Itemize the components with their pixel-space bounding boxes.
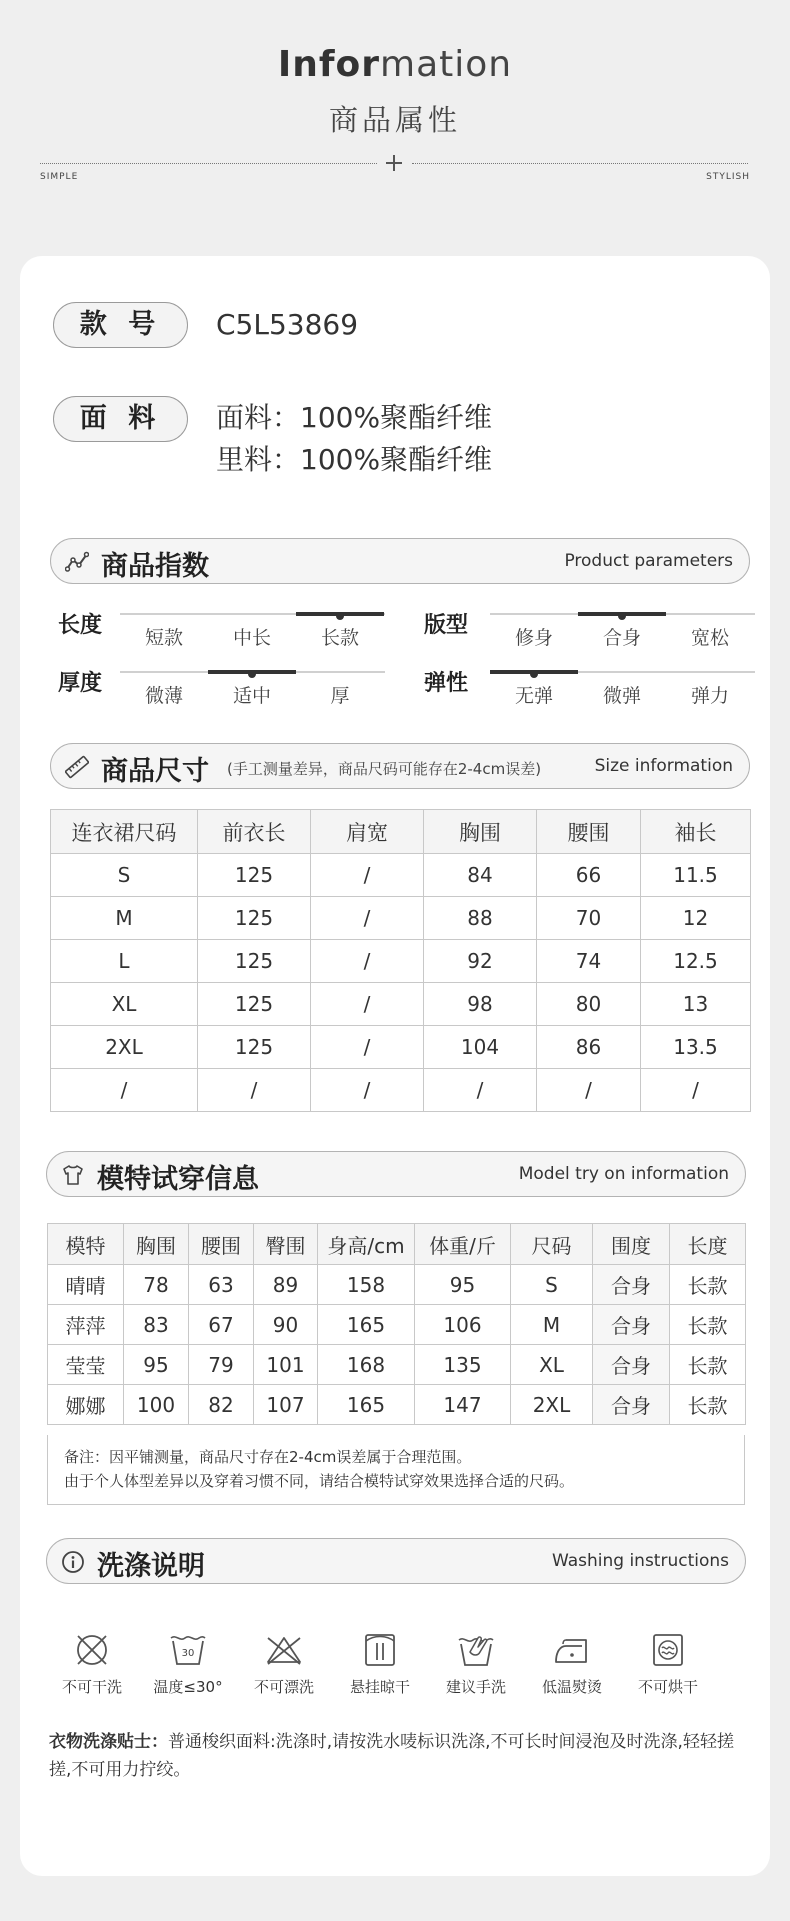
- table-header-cell: 臀围: [254, 1224, 318, 1265]
- table-cell: 66: [537, 854, 641, 897]
- care-label: 悬挂晾干: [349, 1678, 410, 1696]
- section-title-size: 商品尺寸: [101, 756, 209, 787]
- scale-option: 微薄: [144, 685, 183, 707]
- table-cell: M: [51, 897, 198, 940]
- section-en-wash: Washing instructions: [551, 1551, 729, 1571]
- table-cell: M: [511, 1305, 593, 1345]
- scale-option: 适中: [232, 685, 271, 707]
- ruler-icon: [65, 755, 89, 779]
- header-title: [0, 44, 790, 85]
- table-cell: 79: [189, 1345, 254, 1385]
- scale-option: 厚: [330, 685, 350, 707]
- table-cell: 11.5: [641, 854, 751, 897]
- table-cell: 74: [537, 940, 641, 983]
- header-subtitle: 商品属性: [328, 103, 461, 137]
- table-cell: 82: [189, 1385, 254, 1425]
- table-header-cell: 模特: [48, 1224, 124, 1265]
- no-tumble-dry-icon: [648, 1632, 688, 1668]
- wash-temp-number: 30: [181, 1648, 195, 1659]
- table-cell: 12: [641, 897, 751, 940]
- table-cell: /: [311, 1026, 424, 1069]
- header-right-tag: STYLISH: [706, 172, 750, 182]
- table-cell: 2XL: [511, 1385, 593, 1425]
- table-cell: 88: [424, 897, 537, 940]
- table-row: [48, 1305, 746, 1345]
- washing-tips-label: 衣物洗涤贴士：: [49, 1732, 168, 1752]
- scale-option: 长款: [320, 627, 359, 649]
- table-row: [51, 854, 751, 897]
- param-label-thickness: 厚度: [58, 671, 103, 696]
- table-cell: 165: [318, 1305, 415, 1345]
- header-title-light: mation: [380, 44, 513, 85]
- table-row: [51, 940, 751, 983]
- table-header-row: [48, 1224, 746, 1265]
- table-cell: 106: [415, 1305, 511, 1345]
- care-item-hand-wash: [431, 1632, 521, 1697]
- table-row: [48, 1385, 746, 1425]
- header-left-tag: SIMPLE: [40, 172, 79, 182]
- model-no-value: C5L53869: [216, 308, 359, 341]
- table-cell: 95: [415, 1265, 511, 1305]
- table-cell: 84: [424, 854, 537, 897]
- section-header-params: [50, 538, 750, 584]
- section-en-model: Model try on information: [518, 1164, 729, 1184]
- no-bleach-icon: [264, 1632, 304, 1668]
- table-cell: S: [511, 1265, 593, 1305]
- table-row: [51, 897, 751, 940]
- wash-temp-icon: [168, 1632, 208, 1668]
- info-card: [20, 256, 770, 1876]
- table-cell: 长款: [670, 1265, 746, 1305]
- hand-wash-icon: [456, 1632, 496, 1668]
- table-cell: /: [51, 1069, 198, 1112]
- care-label: 不可干洗: [61, 1678, 122, 1696]
- table-cell: 90: [254, 1305, 318, 1345]
- table-header-cell: 袖长: [641, 810, 751, 854]
- header-divider-left: [40, 163, 377, 164]
- table-cell: 125: [198, 983, 311, 1026]
- care-item-no-bleach: [239, 1632, 329, 1697]
- no-dry-clean-icon: [72, 1632, 112, 1668]
- scale-option: 宽松: [690, 627, 729, 649]
- table-header-cell: 连衣裙尺码: [51, 810, 198, 854]
- table-header-cell: 腰围: [537, 810, 641, 854]
- param-scale-length: [120, 613, 385, 649]
- model-table: [47, 1223, 746, 1425]
- table-cell: 晴晴: [48, 1265, 124, 1305]
- table-cell: 89: [254, 1265, 318, 1305]
- section-header-size: [50, 743, 750, 789]
- table-row: [51, 1026, 751, 1069]
- table-cell: 147: [415, 1385, 511, 1425]
- care-label: 温度≤30°: [153, 1678, 223, 1696]
- table-cell: 158: [318, 1265, 415, 1305]
- section-title-wash: 洗涤说明: [97, 1551, 205, 1582]
- scale-option: 微弹: [602, 685, 641, 707]
- scale-option: 修身: [514, 627, 553, 649]
- table-cell: 168: [318, 1345, 415, 1385]
- table-header-cell: 围度: [593, 1224, 670, 1265]
- care-label: 建议手洗: [445, 1678, 506, 1696]
- table-cell: XL: [51, 983, 198, 1026]
- param-label-length: 长度: [58, 613, 103, 638]
- section-note-size: (手工测量差异，商品尺码可能存在2-4cm误差): [227, 760, 542, 778]
- table-cell: /: [311, 983, 424, 1026]
- scale-marker: [618, 612, 626, 620]
- fabric-label: 面 料: [53, 396, 188, 442]
- remark-box: [47, 1435, 745, 1505]
- care-item-no-dry-clean: [47, 1632, 137, 1697]
- table-cell: 63: [189, 1265, 254, 1305]
- table-cell: 13.5: [641, 1026, 751, 1069]
- tshirt-icon: [61, 1163, 85, 1187]
- table-cell: 78: [124, 1265, 189, 1305]
- scale-option: 合身: [602, 627, 641, 649]
- table-cell: 125: [198, 940, 311, 983]
- table-cell: 125: [198, 897, 311, 940]
- table-cell: 101: [254, 1345, 318, 1385]
- header-divider-right: [412, 163, 748, 164]
- table-header-cell: 尺码: [511, 1224, 593, 1265]
- table-row: [48, 1265, 746, 1305]
- scale-option: 短款: [144, 627, 183, 649]
- table-cell: 长款: [670, 1385, 746, 1425]
- table-header-cell: 胸围: [124, 1224, 189, 1265]
- info-icon: [61, 1550, 85, 1574]
- table-cell: 100: [124, 1385, 189, 1425]
- table-cell: 95: [124, 1345, 189, 1385]
- table-cell: 125: [198, 854, 311, 897]
- scale-marker: [336, 612, 344, 620]
- model-no-label: 款 号: [53, 302, 188, 348]
- table-cell: 104: [424, 1026, 537, 1069]
- param-scale-fit: [490, 613, 755, 649]
- param-label-fit: 版型: [424, 613, 469, 638]
- section-en-size: Size information: [594, 756, 733, 776]
- param-scale-elasticity: [490, 671, 755, 707]
- chart-line-icon: [65, 550, 89, 574]
- section-header-model: [46, 1151, 746, 1197]
- table-cell: XL: [511, 1345, 593, 1385]
- table-cell: 98: [424, 983, 537, 1026]
- table-cell: /: [641, 1069, 751, 1112]
- section-title-params: 商品指数: [101, 551, 209, 582]
- table-cell: 165: [318, 1385, 415, 1425]
- low-iron-icon: [552, 1632, 592, 1668]
- table-cell: 合身: [593, 1305, 670, 1345]
- washing-tips: [49, 1728, 749, 1784]
- table-cell: 125: [198, 1026, 311, 1069]
- table-cell: 135: [415, 1345, 511, 1385]
- table-cell: 83: [124, 1305, 189, 1345]
- table-cell: 12.5: [641, 940, 751, 983]
- washing-tips-text: 普通梭织面料:洗涤时,请按洗水唛标识洗涤,不可长时间浸泡及时洗涤,轻轻搓搓,不可用力拧绞。: [49, 1732, 734, 1780]
- table-cell: /: [311, 854, 424, 897]
- section-title-model: 模特试穿信息: [97, 1164, 259, 1195]
- remark-line-1: 备注：因平铺测量，商品尺寸存在2-4cm误差属于合理范围。: [64, 1448, 472, 1466]
- table-row: [51, 1069, 751, 1112]
- table-cell: /: [198, 1069, 311, 1112]
- section-en-params: Product parameters: [564, 551, 733, 571]
- table-cell: L: [51, 940, 198, 983]
- scale-marker: [530, 670, 538, 678]
- care-item-no-tumble-dry: [623, 1632, 713, 1697]
- scale-option: 弹力: [690, 685, 729, 707]
- table-header-cell: 体重/斤: [415, 1224, 511, 1265]
- table-cell: 莹莹: [48, 1345, 124, 1385]
- table-cell: 67: [189, 1305, 254, 1345]
- table-header-cell: 腰围: [189, 1224, 254, 1265]
- table-header-cell: 前衣长: [198, 810, 311, 854]
- care-item-low-iron: [527, 1632, 617, 1697]
- section-header-wash: [46, 1538, 746, 1584]
- table-header-cell: 身高/cm: [318, 1224, 415, 1265]
- table-cell: 70: [537, 897, 641, 940]
- table-cell: 娜娜: [48, 1385, 124, 1425]
- care-item-wash-temp: [143, 1632, 233, 1697]
- table-header-cell: 长度: [670, 1224, 746, 1265]
- table-cell: S: [51, 854, 198, 897]
- table-cell: 80: [537, 983, 641, 1026]
- table-cell: 92: [424, 940, 537, 983]
- table-cell: 合身: [593, 1265, 670, 1305]
- cross-icon: [386, 155, 402, 171]
- table-cell: 86: [537, 1026, 641, 1069]
- fabric-line-1: 面料：100%聚酯纤维: [216, 401, 493, 434]
- care-label: 不可烘干: [637, 1678, 698, 1696]
- table-cell: 长款: [670, 1345, 746, 1385]
- care-label: 不可漂洗: [253, 1678, 314, 1696]
- table-cell: /: [311, 897, 424, 940]
- table-row: [51, 983, 751, 1026]
- table-cell: 萍萍: [48, 1305, 124, 1345]
- remark-line-2: 由于个人体型差异以及穿着习惯不同，请结合模特试穿效果选择合适的尺码。: [64, 1472, 575, 1490]
- care-item-hang-dry: [335, 1632, 425, 1697]
- care-label: 低温熨烫: [541, 1678, 602, 1696]
- table-cell: /: [311, 1069, 424, 1112]
- table-cell: /: [537, 1069, 641, 1112]
- table-cell: 合身: [593, 1385, 670, 1425]
- table-cell: 长款: [670, 1305, 746, 1345]
- table-cell: 13: [641, 983, 751, 1026]
- header-title-bold: Infor: [277, 44, 381, 85]
- table-header-row: [51, 810, 751, 854]
- fabric-line-2: 里料：100%聚酯纤维: [216, 443, 493, 476]
- table-header-cell: 肩宽: [311, 810, 424, 854]
- size-table: [50, 809, 751, 1112]
- param-scale-thickness: [120, 671, 385, 707]
- scale-option: 无弹: [514, 685, 553, 707]
- table-cell: 合身: [593, 1345, 670, 1385]
- table-cell: 107: [254, 1385, 318, 1425]
- table-cell: /: [424, 1069, 537, 1112]
- hang-dry-icon: [360, 1632, 400, 1668]
- scale-marker: [248, 670, 256, 678]
- table-cell: /: [311, 940, 424, 983]
- table-row: [48, 1345, 746, 1385]
- table-header-cell: 胸围: [424, 810, 537, 854]
- param-label-elasticity: 弹性: [424, 671, 469, 696]
- scale-option: 中长: [232, 627, 271, 649]
- table-cell: 2XL: [51, 1026, 198, 1069]
